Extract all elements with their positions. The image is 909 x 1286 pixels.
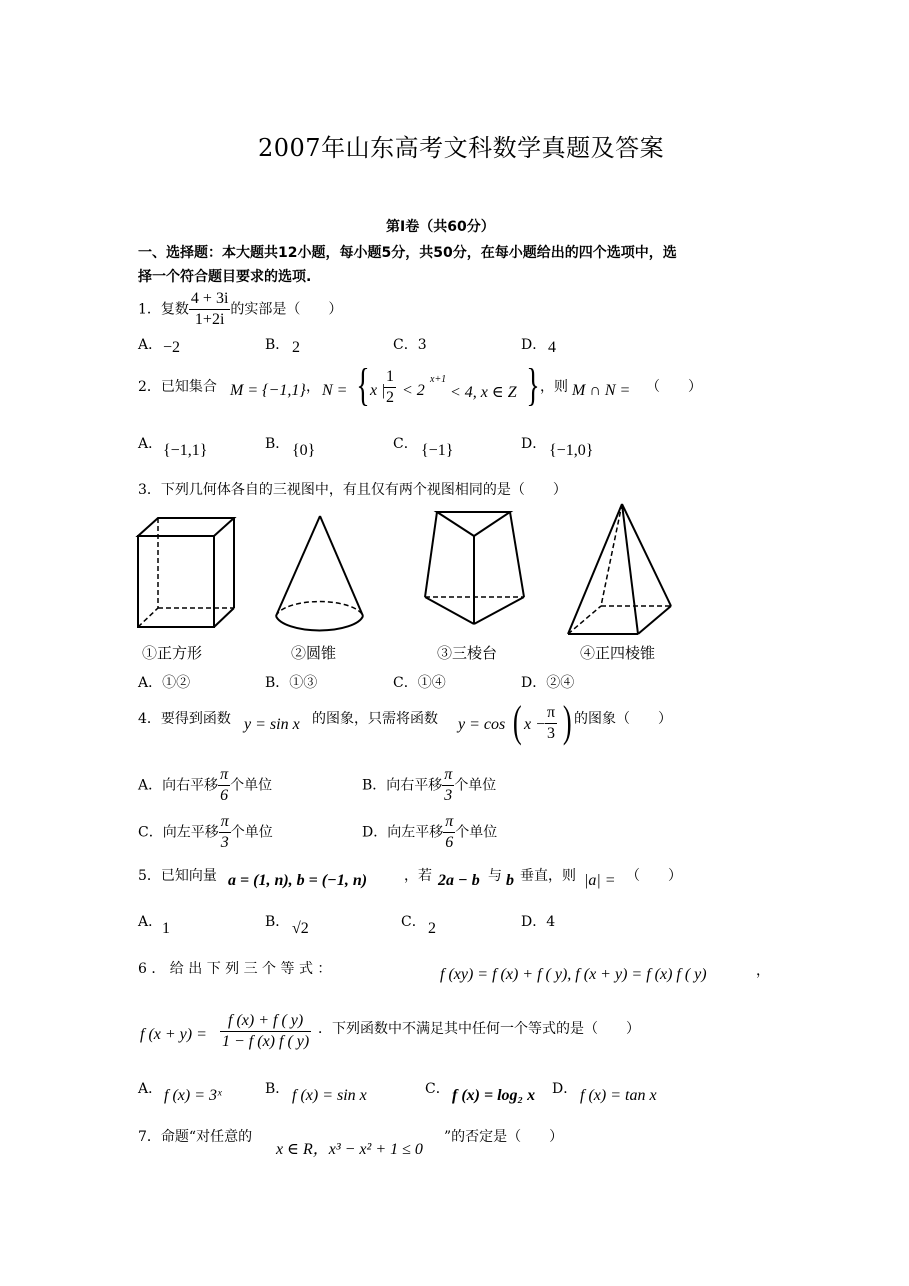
q3-option-c: C．①④ [393,675,446,691]
q1-fraction [189,290,230,329]
q3-label-cube: ①正方形 [142,644,203,662]
q6-eq-1: f (xy) = f (x) + f ( y), f (x + y) = f (x) f ( y) [440,966,707,983]
q5-expr: 2a − b [438,872,480,889]
q4-paren-close: ) [562,697,572,746]
q4-option-d: D．向左平移 $\frac{\pi}{6}$ 个单位 [362,813,498,851]
q4-func-2-b: x − [524,716,546,733]
q2-brace-close: } [526,359,540,410]
q2-option-a: A． [138,436,163,452]
q3-option-b: B．①③ [265,675,318,691]
q6-option-c: C． [425,1081,450,1097]
q1-suffix: 的实部是（ ） [230,301,343,318]
q5-option-b-value: √2 [292,920,309,937]
q2-set-n-var: x | [370,382,386,399]
q3-label-pyramid: ④正四棱锥 [580,644,656,662]
q5-abs: |a| = [584,872,616,889]
q6-option-b: B． [265,1081,290,1097]
q2-option-b-value: {0} [292,442,316,459]
q7-prefix: 7．命题“对任意的 [138,1129,253,1145]
q5-option-a: A． [138,914,163,930]
q2-then: ，则 [540,379,568,395]
q3-figures [0,500,909,700]
q2-intersection: M ∩ N = [572,382,631,399]
q6-eq-3-left: f (x + y) = [140,1026,207,1043]
q3-label-cone: ②圆锥 [291,644,337,662]
q6-comma: ， [756,963,770,979]
q2-ineq-2: < 4, x ∈ Z [450,384,517,401]
q2-prefix: 2．已知集合 [138,379,217,395]
q6-option-d-value: f (x) = tan x [580,1087,657,1104]
q4-func-2-a: y = cos [458,716,506,733]
q6-eq-3-fraction: $\frac{f (x) + f ( y)}{1 - f (x) f ( y)}$ [222,1012,310,1050]
q1-numerator: 4 + 3i [189,290,230,310]
q5-and: 与 [488,868,502,884]
instructions-line-1: 一、选择题：本大题共12小题，每小题5分，共50分，在每小题给出的四个选项中，选 [138,245,677,261]
q4-prefix: 4．要得到函数 [138,711,231,727]
q5-prefix: 5．已知向量 [138,868,217,884]
q7-suffix: ”的否定是（ ） [444,1129,564,1145]
q3-label-frustum: ③三棱台 [437,644,498,662]
q4-suffix: 的图象（ ） [574,711,672,727]
q1-denominator: 1+2i [194,311,225,328]
q6-option-b-value: f (x) = sin x [292,1087,367,1104]
q2-paren: （ ） [646,379,702,395]
q6-option-a: A． [138,1081,163,1097]
frustum-figure [425,512,524,624]
q5-option-b: B． [265,914,290,930]
q1-stem [138,290,342,329]
q5-option-c-value: 2 [428,920,436,937]
q3-stem: 3．下列几何体各自的三视图中，有且仅有两个视图相同的是（ ） [138,482,567,498]
q5-vectors: a = (1, n), b = (−1, n) [228,872,368,889]
cube-figure [138,518,234,627]
q4-mid: 的图象，只需将函数 [312,711,438,727]
q1-option-d-value: 4 [548,339,556,356]
q5-option-d: D．4 [521,914,556,930]
q4-paren-open: ( [512,697,522,746]
q5-option-a-value: 1 [162,920,170,937]
q6-prefix: 6 ． 给 出 下 列 三 个 等 式 ： [138,961,332,977]
q6-option-a-value: f (x) = 3ˣ [164,1087,222,1104]
q2-exponent: x+1 [430,374,447,385]
q4-pi-over-3: $\frac{\pi}{3}$ [547,704,556,742]
page-title: 2007年山东高考文科数学真题及答案 [258,134,665,162]
q1-option-a-value: −2 [163,339,181,356]
instructions-line-2: 择一个符合题目要求的选项. [138,269,312,285]
q6-option-c-value: f (x) = log₂ x [452,1087,536,1104]
q4-option-b: B．向右平移 $\frac{\pi}{3}$ 个单位 [362,766,497,804]
q2-half: $\frac{1}{2}$ [386,368,394,406]
q5-b: b [506,872,514,889]
q4-option-c: C．向左平移 $\frac{\pi}{3}$ 个单位 [138,813,273,851]
q5-option-c: C． [401,914,426,930]
pyramid-figure [568,504,671,634]
q4-option-a: A．向右平移 $\frac{\pi}{6}$ 个单位 [138,766,273,804]
q6-suffix: ．下列函数中不满足其中任何一个等式的是（ ） [318,1021,640,1037]
q2-option-c-value: {−1} [421,442,454,459]
q2-option-a-value: {−1,1} [163,442,208,459]
q2-option-c: C． [393,436,418,452]
q2-comma: ， [306,379,320,395]
q6-option-d: D． [552,1081,578,1097]
q1-option-b-value: 2 [292,339,300,356]
q2-ineq-1: < 2 [402,382,425,399]
q5-perp: 垂直，则 [520,868,576,884]
q2-option-d-value: {−1,0} [549,442,594,459]
q1-option-c: C．3 [393,337,427,353]
q1-prefix: 1．复数 [138,301,189,318]
q2-set-n-left: N = [322,382,348,399]
q1-option-b: B． [265,337,290,353]
q3-option-a: A．①② [138,675,191,691]
q7-expr: x ∈ R，x³ − x² + 1 ≤ 0 [276,1141,423,1158]
q1-option-a: A． [138,337,163,353]
q3-option-d: D．②④ [521,675,575,691]
q5-paren: （ ） [626,868,682,884]
q4-func-1: y = sin x [244,716,300,733]
q5-mid: ，若 [404,868,432,884]
q2-option-d: D． [521,436,547,452]
q2-set-m: M = {−1,1} [230,382,306,399]
q2-option-b: B． [265,436,290,452]
cone-figure [276,516,363,630]
q2-brace-open: { [356,359,370,410]
q1-option-d: D． [521,337,547,353]
section-heading: 第Ⅰ卷（共60分） [386,219,495,235]
